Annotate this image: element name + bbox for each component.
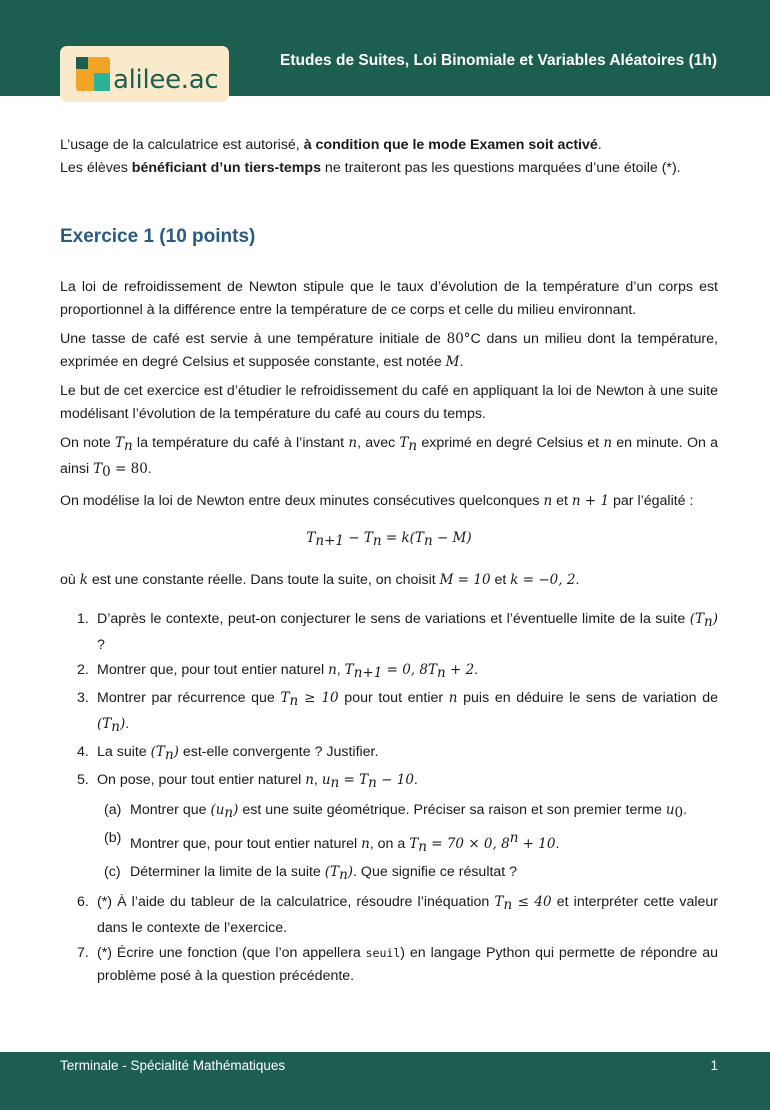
question-7: 7. (*) Écrire une fonction (que l’on appellera seuil) en langage Python qui permette de répondre au problème posé à la question précédente. [77, 945, 718, 984]
question-3: 3. Montrer par récurrence que $T_n \ge 10$ pour tout entier n puis en déduire le sens de variation de $(T_n)$. [77, 690, 718, 735]
question-list [60, 608, 718, 988]
paragraph-constants: où k est une constante réelle. Dans toute la suite, on choisit M = 10 et k = −0, 2. [60, 572, 580, 588]
paragraph-initial-temp: Une tasse de café est servie à une température initiale de 80°C dans un milieu dont la température, exprimée en degré Celsius et supposée constante, est notée M. [60, 331, 718, 370]
logo-g-icon [74, 55, 112, 93]
footer-band [0, 1052, 770, 1110]
question-5c: (c) Déterminer la limite de la suite $(T_n)$. Que signifie ce résultat ? [104, 864, 518, 883]
paragraph-model: On modélise la loi de Newton entre deux minutes consécutives quelconques n et n + 1 par l’égalité : [60, 493, 694, 509]
question-5-subparts [97, 799, 718, 887]
question-6: 6. (*) À l’aide du tableur de la calculatrice, résoudre l’inéquation $T_n \le 40$ et interpréter cette valeur dans le contexte de l’exercice. [77, 894, 718, 936]
paragraph-newton-law: La loi de refroidissement de Newton stipule que le taux d’évolution de la température d’un corps est proportionnel à la différence entre la température de ce corps et celle du milieu environnant. [60, 279, 718, 318]
logo-text: alilee.ac [113, 65, 219, 95]
calculator-rule: L’usage de la calculatrice est autorisé, à condition que le mode Examen soit activé. [60, 137, 602, 153]
question-5: 5. On pose, pour tout entier naturel n, $u_n = T_n - 10$. (a) Montrer que $(u_n)$ est une suite géométrique. Préciser sa raison et son premier terme $u_0$. (b) Montrer que, pour tout entier naturel n, on a $T_n = 70 \times 0$, $8^n + 10$. (c) Déterminer la limite de la suite $(T_n)$. Que signifie ce résultat ? [60, 769, 718, 887]
galilee-logo [60, 46, 229, 102]
exercise-title: Exercice 1 (10 points) [60, 226, 256, 247]
question-2: 2. Montrer que, pour tout entier naturel n, $T_{n+1} = 0$, $8T_n + 2$. [77, 662, 479, 681]
exercise-body [60, 276, 718, 990]
seuil-code: seuil [365, 946, 401, 960]
paragraph-notation: On note $T_n$ la température du café à l’instant n, avec $T_n$ exprimé en degré Celsius et n en minute. On a ainsi $T_0 = 80$. [60, 435, 719, 480]
question-5b: (b) Montrer que, pour tout entier naturel n, on a $T_n = 70 \times 0$, $8^n + 10$. [104, 830, 560, 855]
question-5a: (a) Montrer que $(u_n)$ est une suite géométrique. Préciser sa raison et son premier terme $u_0$. [104, 802, 688, 821]
page-number: 1 [710, 1058, 718, 1073]
footer-course: Terminale - Spécialité Mathématiques [60, 1058, 286, 1073]
extra-time-rule: Les élèves bénéficiant d’un tiers-temps ne traiteront pas les questions marquées d’une étoile (*). [60, 160, 681, 176]
instructions [60, 134, 720, 180]
question-4: 4. La suite $(T_n)$ est-elle convergente ? Justifier. [77, 744, 379, 763]
document-title: Etudes de Suites, Loi Binomiale et Variables Aléatoires (1h) [280, 52, 717, 69]
newton-equation: $T_{n+1} - T_n = k(T_n - M)$ [306, 530, 472, 549]
question-1: 1. D’après le contexte, peut-on conjecturer le sens de variations et l’éventuelle limite de la suite $(T_n)$ ? [77, 611, 718, 653]
paragraph-goal: Le but de cet exercice est d’étudier le refroidissement du café en appliquant la loi de Newton à une suite modélisant l’évolution de la température du café au cours du temps. [60, 383, 718, 422]
